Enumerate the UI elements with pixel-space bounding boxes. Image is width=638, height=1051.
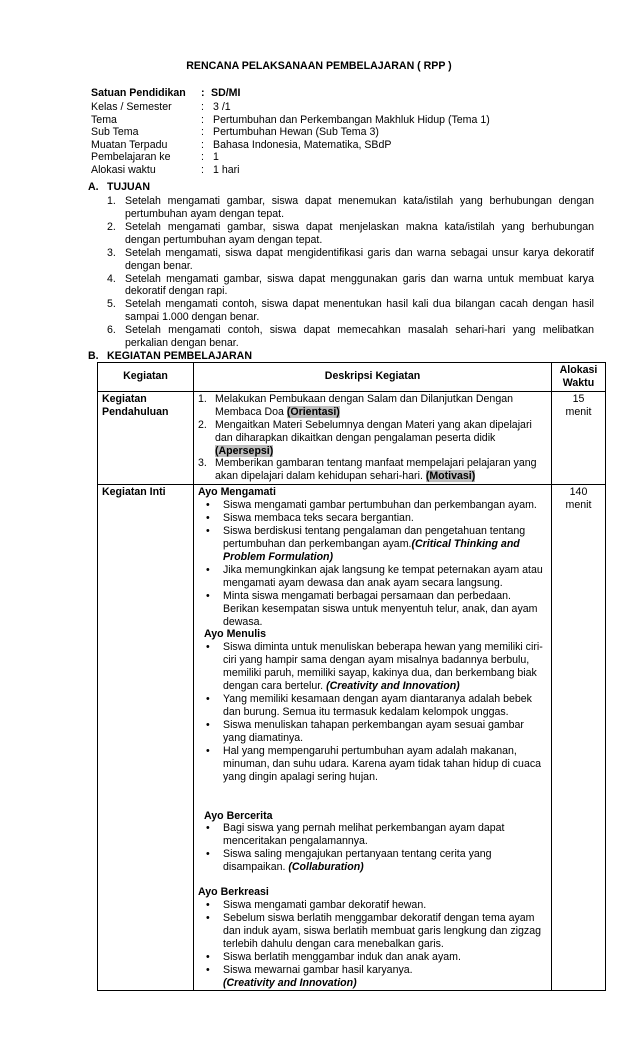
step-number: 3. xyxy=(198,457,207,470)
bullet-icon: • xyxy=(206,822,210,835)
identity-separator: : xyxy=(201,151,204,163)
bullet-tag: (Collaburation) xyxy=(288,861,364,874)
goal-number: 2. xyxy=(107,220,116,233)
table-header-row xyxy=(98,363,606,392)
activity-label: Kegiatan Inti xyxy=(98,485,194,991)
identity-key: Alokasi waktu xyxy=(91,163,156,176)
list-item xyxy=(198,951,547,964)
bullet-text: Minta siswa mengamati berbagai persamaan dan perbedaan. Berikan kesempatan siswa untuk menyentuh telur, anak, dan ayam dewasa. xyxy=(223,589,538,628)
section-b-heading xyxy=(88,350,252,363)
identity-separator: : xyxy=(201,163,204,176)
table-row xyxy=(98,391,606,484)
section-label: KEGIATAN PEMBELAJARAN xyxy=(107,350,252,362)
identity-value: Pertumbuhan dan Perkembangan Makhluk Hidup (Tema 1) xyxy=(213,113,490,126)
bullet-icon: • xyxy=(206,718,210,731)
bullet-icon: • xyxy=(206,563,210,576)
bullet-text: Siswa mengamati gambar pertumbuhan dan perkembangan ayam. xyxy=(223,499,537,512)
subheading-mengamati: Ayo Mengamati xyxy=(198,486,276,499)
list-item xyxy=(198,822,547,848)
list-item xyxy=(198,848,547,874)
goal-text: Setelah mengamati gambar, siswa dapat menggunakan garis dan warna untuk membuat karya dekoratif dengan rapi. xyxy=(125,272,594,298)
activity-time xyxy=(552,485,606,991)
identity-row xyxy=(91,139,490,152)
goal-number: 3. xyxy=(107,246,116,259)
column-header-kegiatan: Kegiatan xyxy=(98,363,194,392)
time-value: 140 xyxy=(569,486,588,499)
list-item xyxy=(198,564,547,590)
list-item xyxy=(107,221,594,247)
subheading-berkreasi: Ayo Berkreasi xyxy=(198,886,269,899)
activity-description xyxy=(194,485,552,991)
bullet-text: Siswa berlatih menggambar induk dan anak ayam. xyxy=(223,950,461,963)
list-item xyxy=(198,899,547,912)
activities-table xyxy=(97,362,606,991)
bullet-icon: • xyxy=(206,525,210,538)
identity-value: 1 xyxy=(213,151,219,163)
bullet-icon: • xyxy=(206,589,210,602)
step-tag: (Orientasi) xyxy=(286,405,340,418)
identity-row xyxy=(91,87,490,101)
identity-separator: : xyxy=(201,126,204,138)
identity-block xyxy=(91,87,490,176)
list-item xyxy=(198,964,547,990)
identity-key: Pembelajaran ke xyxy=(91,151,171,163)
section-label: TUJUAN xyxy=(107,181,150,193)
bullet-icon: • xyxy=(206,899,210,912)
bullet-text: Siswa berdiskusi tentang pengalaman dan pengetahuan tentang pertumbuhan dan perkembangan ayam. xyxy=(223,525,526,550)
bullet-text: Siswa mengamati gambar dekoratif hewan. xyxy=(223,899,427,912)
list-item xyxy=(107,298,594,324)
bullet-icon: • xyxy=(206,499,210,512)
bullet-icon: • xyxy=(206,950,210,963)
column-header-deskripsi: Deskripsi Kegiatan xyxy=(194,363,552,392)
bullet-tag: (Creativity and Innovation) xyxy=(326,680,460,693)
identity-value: SD/MI xyxy=(211,87,241,99)
section-number: A. xyxy=(88,181,99,193)
bullet-text: Siswa diminta untuk menuliskan beberapa hewan yang memiliki ciri-ciri yang hampir sama dengan ayam misalnya badannya berbulu, memiliki paruh, memiliki sayap, kakinya dua, dan berkembang biak dengan cara bertelur. xyxy=(223,641,543,693)
step-number: 1. xyxy=(198,392,207,405)
bullet-text: Siswa membaca teks secara bergantian. xyxy=(223,512,414,525)
identity-value: 1 hari xyxy=(213,163,240,176)
step-tag: (Apersepsi) xyxy=(215,444,274,457)
list-item xyxy=(198,641,547,693)
activity-label: Kegiatan Pendahuluan xyxy=(98,391,194,484)
identity-value: Pertumbuhan Hewan (Sub Tema 3) xyxy=(213,126,379,138)
time-value: 15 xyxy=(572,392,585,405)
list-item xyxy=(107,273,594,299)
identity-row xyxy=(91,164,490,177)
goal-number: 1. xyxy=(107,195,116,207)
bullet-text: Siswa saling mengajukan pertanyaan tentang cerita yang disampaikan. xyxy=(223,848,492,874)
goal-text: Setelah mengamati gambar, siswa dapat menjelaskan makna kata/istilah yang berhubungan dengan pertumbuhan ayam dengan tepat. xyxy=(125,220,594,246)
list-item xyxy=(198,719,547,745)
bullet-icon: • xyxy=(206,911,210,924)
goal-text: Setelah mengamati contoh, siswa dapat memecahkan masalah sehari-hari yang melibatkan perkalian dengan benar. xyxy=(125,324,594,350)
document-title: RENCANA PELAKSANAAN PEMBELAJARAN ( RPP ) xyxy=(186,60,452,72)
goal-text: Setelah mengamati, siswa dapat mengidentifikasi garis dan warna sebagai unsur karya dekoratif dengan benar. xyxy=(125,246,594,272)
identity-separator: : xyxy=(201,87,205,99)
goal-number: 5. xyxy=(107,298,116,311)
goal-text: Setelah mengamati gambar, siswa dapat menemukan kata/istilah yang berhubungan dengan pertumbuhan ayam dengan tepat. xyxy=(125,195,594,220)
step-text: Melakukan Pembukaan dengan Salam dan Dilanjutkan Dengan Membaca Doa xyxy=(215,392,514,418)
goal-number: 4. xyxy=(107,272,116,285)
identity-key: Kelas / Semester xyxy=(91,101,172,113)
list-item xyxy=(198,745,547,784)
list-item xyxy=(198,525,547,564)
identity-key: Muatan Terpadu xyxy=(91,138,168,151)
section-number: B. xyxy=(88,350,99,362)
section-a-heading xyxy=(88,181,150,194)
list-item xyxy=(198,419,547,458)
subheading-bercerita: Ayo Bercerita xyxy=(204,809,273,822)
identity-row xyxy=(91,126,490,139)
goal-text: Setelah mengamati contoh, siswa dapat menentukan hasil kali dua bilangan cacah dengan hasil sampai 1.000 dengan benar. xyxy=(125,298,594,324)
time-unit: menit xyxy=(565,499,592,512)
list-item xyxy=(198,512,547,525)
identity-key: Tema xyxy=(91,113,117,126)
identity-key: Sub Tema xyxy=(91,126,139,138)
identity-separator: : xyxy=(201,113,204,126)
column-header-alokasi: Alokasi Waktu xyxy=(552,363,606,392)
list-item xyxy=(198,457,547,483)
list-item xyxy=(198,590,547,629)
identity-separator: : xyxy=(201,101,204,113)
bullet-icon: • xyxy=(206,512,210,525)
subheading-menulis: Ayo Menulis xyxy=(204,628,267,641)
list-item xyxy=(198,912,547,951)
identity-row xyxy=(91,114,490,127)
list-item xyxy=(198,693,547,719)
table-row xyxy=(98,485,606,991)
bullet-icon: • xyxy=(206,963,210,976)
bullet-icon: • xyxy=(206,848,210,861)
bullet-text: Hal yang mempengaruhi pertumbuhan ayam adalah makanan, minuman, dan suhu udara. Karena ayam tidak tahan hidup di cuaca yang dingin apalagi sering hujan. xyxy=(223,744,542,783)
identity-key: Satuan Pendidikan xyxy=(91,87,186,99)
list-item xyxy=(107,195,594,221)
bullet-text: Yang memiliki kesamaan dengan ayam diantaranya adalah bebek dan burung. Semua itu termasuk kedalam kelompok unggas. xyxy=(223,693,532,718)
bullet-text: Siswa menuliskan tahapan perkembangan ayam sesuai gambar yang diamatinya. xyxy=(223,718,524,744)
list-item xyxy=(107,324,594,350)
identity-value: 3 /1 xyxy=(213,101,231,113)
activity-time xyxy=(552,391,606,484)
goal-number: 6. xyxy=(107,324,116,337)
step-number: 2. xyxy=(198,418,207,431)
identity-row xyxy=(91,151,490,164)
bullet-icon: • xyxy=(206,641,210,654)
step-text: Memberikan gambaran tentang manfaat mempelajari pelajaran yang akan dipelajari dalam kehidupan sehari-hari. xyxy=(215,457,537,483)
bullet-text: Sebelum siswa berlatih menggambar dekoratif dengan tema ayam dan induk ayam, siswa berlatih membuat garis lengkung dan zigzag terlebih dahulu dengan cara menebalkan garis. xyxy=(223,911,541,950)
list-item xyxy=(198,393,547,419)
step-tag: (Motivasi) xyxy=(425,470,476,483)
bullet-text: Bagi siswa yang pernah melihat perkembangan ayam dapat menceritakan pengalamannya. xyxy=(223,822,505,848)
activity-description xyxy=(194,391,552,484)
list-item xyxy=(107,247,594,273)
time-unit: menit xyxy=(565,405,592,418)
identity-value: Bahasa Indonesia, Matematika, SBdP xyxy=(213,138,392,151)
identity-row xyxy=(91,101,490,114)
identity-separator: : xyxy=(201,138,204,151)
bullet-icon: • xyxy=(206,744,210,757)
bullet-text: Siswa mewarnai gambar hasil karyanya. xyxy=(223,963,413,976)
bullet-tag: (Creativity and Innovation) xyxy=(223,976,357,989)
goals-list xyxy=(107,195,594,350)
list-item xyxy=(198,499,547,512)
step-text: Mengaitkan Materi Sebelumnya dengan Materi yang akan dipelajari dan diharapkan dikaitkan dengan pengalaman peserta didik xyxy=(215,418,532,444)
bullet-icon: • xyxy=(206,693,210,706)
bullet-tag: (Critical Thinking and Problem Formulation) xyxy=(223,537,520,563)
bullet-text: Jika memungkinkan ajak langsung ke tempat peternakan ayam atau mengamati ayam dewasa dan anak ayam secara langsung. xyxy=(223,563,543,589)
